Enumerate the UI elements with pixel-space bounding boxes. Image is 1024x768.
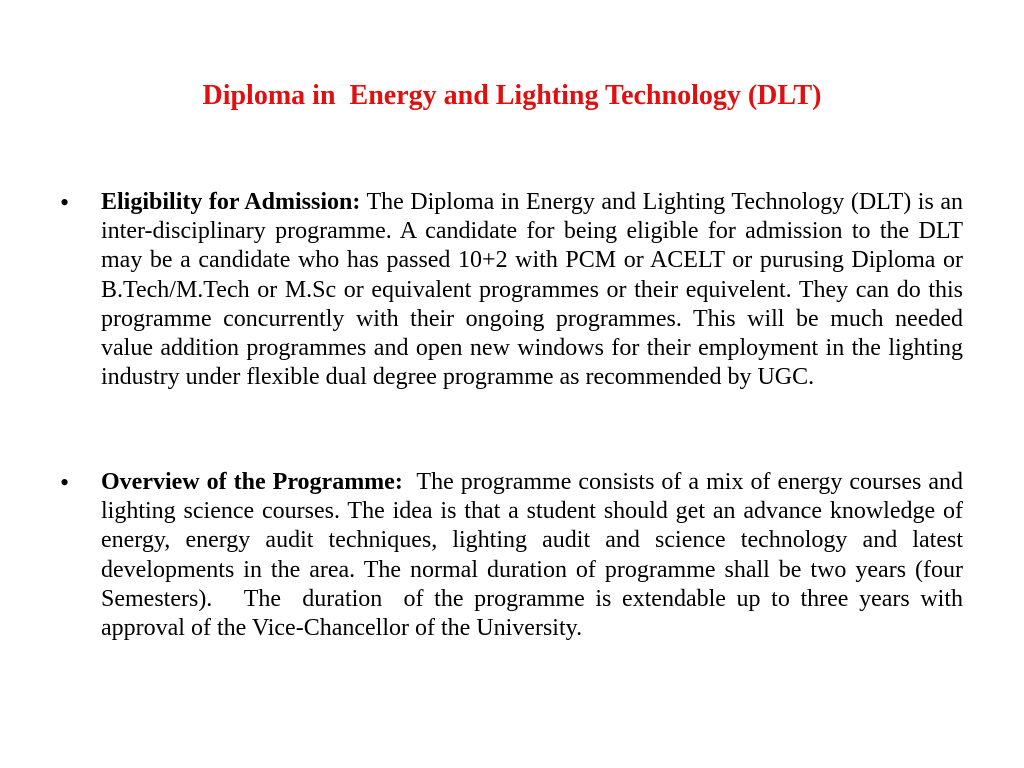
eligibility-paragraph (101, 188, 975, 392)
bullet-overview (60, 468, 969, 643)
overview-text: The programme consists of a mix of energy courses and lighting science courses. The idea is that a student should get an advance knowledge of energy, energy audit techniques, lighting audit and science technology and latest developments in the area. The normal duration of programme shall be two years (four Semesters). The duration of the programme is extendable up to three years with approval of the Vice-Chancellor of the University. (101, 469, 969, 642)
bullet-marker: • (60, 468, 70, 497)
bullet-marker: • (60, 188, 70, 217)
overview-heading: Overview of the Programme: (101, 469, 403, 495)
eligibility-text: The Diploma in Energy and Lighting Technology (DLT) is an inter-disciplinary programme. A candidate for being eligible for admission to the DLT may be a candidate who has passed 10+2 with PCM or ACELT or purusing Diploma or B.Tech/M.Tech or M.Sc or equivalent programmes or their equivelent. They can do this programme concurrently with their ongoing programmes. This will be much needed value addition programmes and open new windows for their employment in the lighting industry under flexible dual degree programme as recommended by UGC. (101, 189, 975, 391)
bullet-eligibility (60, 188, 975, 392)
overview-paragraph (101, 468, 969, 643)
eligibility-heading: Eligibility for Admission: (101, 189, 361, 215)
slide-title: Diploma in Energy and Lighting Technology (DLT) (202, 80, 822, 111)
